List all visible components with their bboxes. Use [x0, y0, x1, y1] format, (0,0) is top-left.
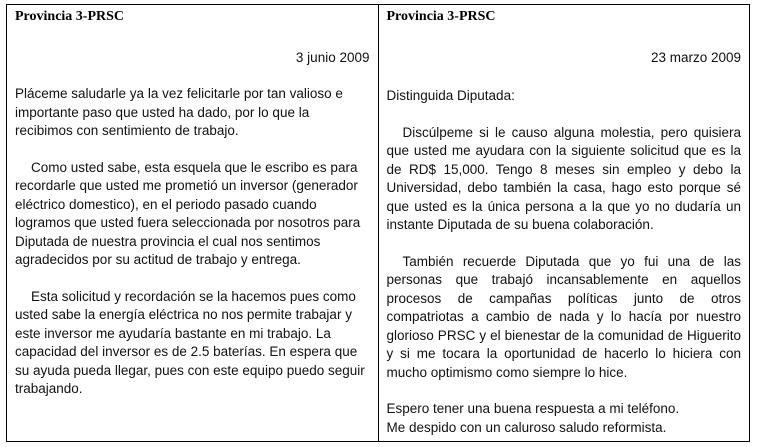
letter-left-header: Provincia 3-PRSC: [15, 9, 125, 24]
letter-left-paragraph-1: Pláceme saludarle ya la vez felicitarle por tan valioso e importante paso que usted ha dado, por lo que la recibimos con sentimiento de trabajo.: [15, 86, 343, 138]
letter-right-paragraph-2: También recuerde Diputada que yo fui una de las personas que trabajó incansablemente en aquellos procesos de campañas políticas junto de otros compatriotas a cambio de nada y lo hacía por nuestro glorioso PRSC y el bienestar de la comunidad de Higuerito y si me tocara la oportunidad de hacerlo lo hiciera con mucho optimismo como siempre lo hice.: [386, 253, 741, 380]
letter-right-paragraph-4: Me despido con un caluroso saludo reformista.: [386, 419, 667, 435]
letter-left-date: 3 junio 2009: [295, 50, 370, 65]
letter-left-paragraph-3: Esta solicitud y recordación se la hacemos pues como usted sabe la energía eléctrica no nos permite trabajar y este inversor me ayudaría bastante en mi trabajo. La capacidad del inversor es de 2.5 baterías. En espera que su ayuda pueda llegar, pues con este equipo puedo seguir trabajando.: [15, 288, 365, 396]
letter-left-paragraph-2: Como usted sabe, esta esquela que le escribo es para recordarle que usted me prometió un inversor (generador eléctrico domestico), en el periodo pasado cuando logramos que usted fuera seleccionada por nosotros para Diputada de nuestra provincia el cual nos sentimos agradecidos por su actitud de trabajo y entrega.: [15, 159, 361, 267]
letter-right-date: 23 marzo 2009: [650, 50, 741, 65]
letter-right-greeting: Distinguida Diputada:: [386, 88, 515, 103]
letter-right: [378, 5, 750, 441]
letter-right-header: Provincia 3-PRSC: [386, 9, 496, 24]
letter-right-paragraph-3: Espero tener una buena respuesta a mi teléfono.: [386, 401, 680, 416]
letter-left-body: [15, 85, 370, 399]
letters-table: [6, 4, 750, 442]
letter-right-body: [387, 87, 742, 437]
letter-left: [7, 5, 378, 441]
letter-right-paragraph-1: Discúlpeme si le causo alguna molestia, pero quisiera que usted me ayudara con la siguiente solicitud que es la de RD$ 15,000. Tengo 8 meses sin empleo y debo la Universidad, debo también la casa, hago esto porque sé que usted es la única persona a la que yo no dudaría un instante Diputada de su buena colaboración.: [386, 124, 741, 232]
